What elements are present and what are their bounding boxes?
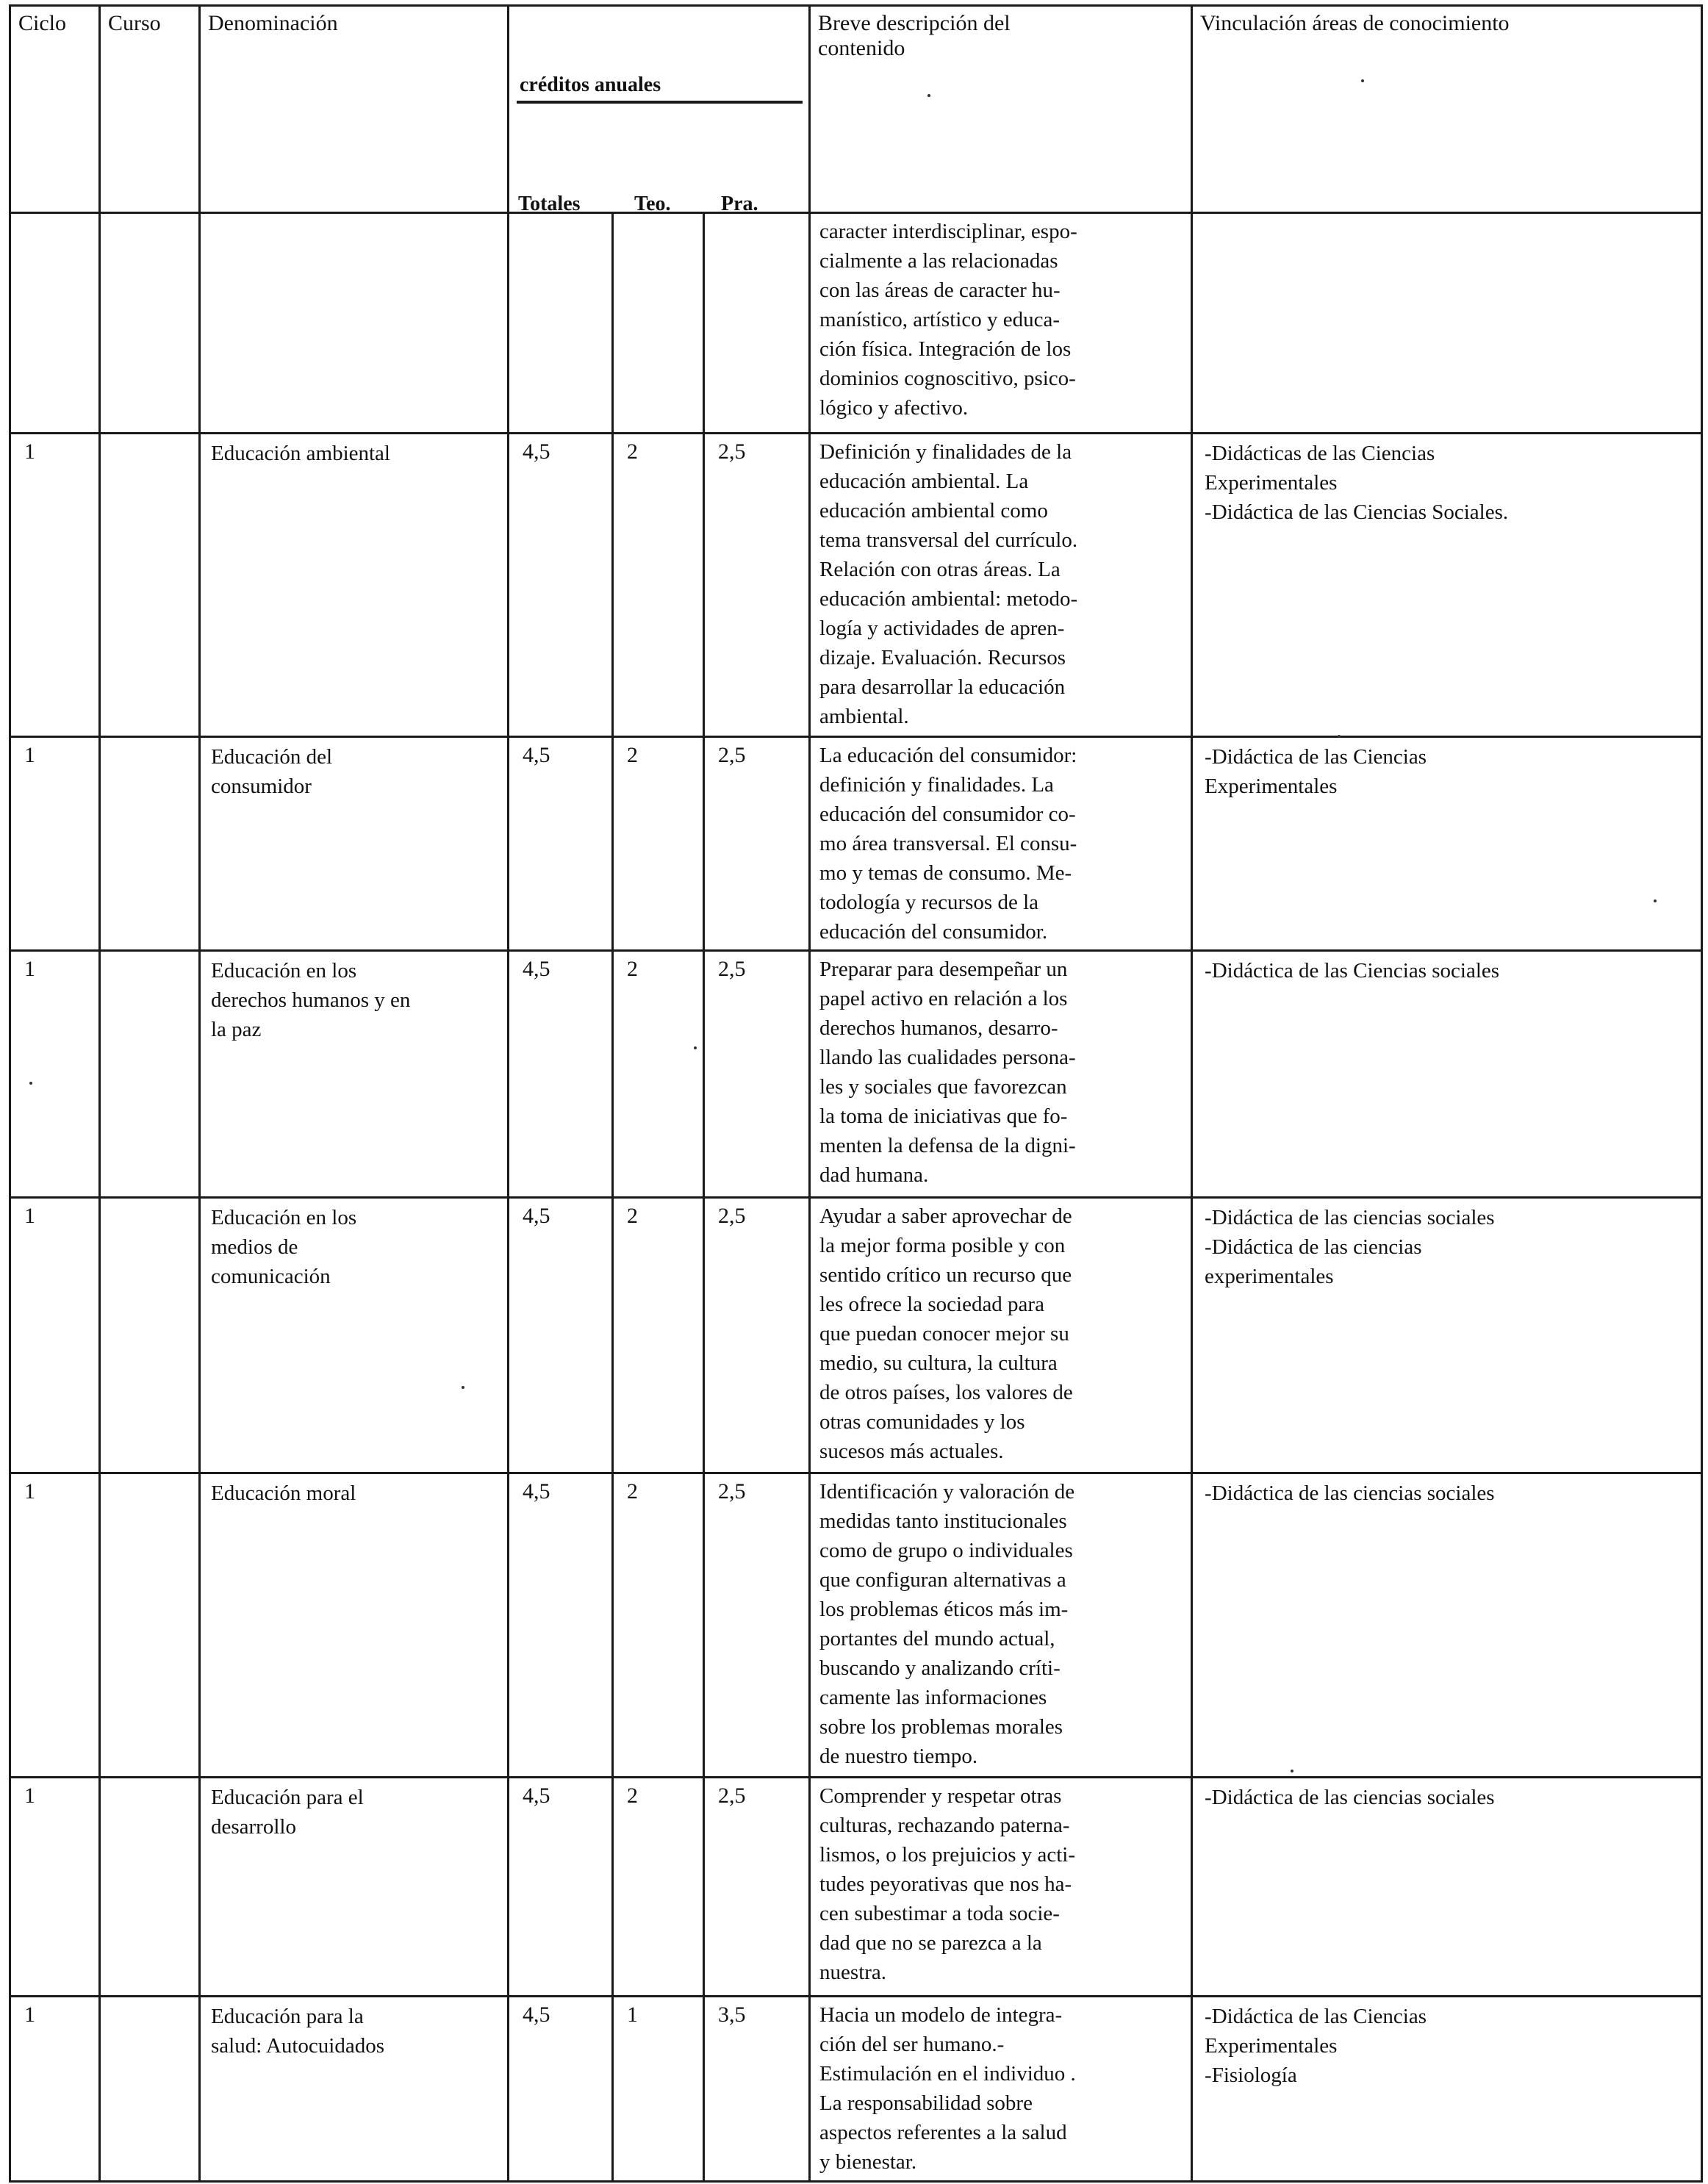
cell-ciclo: 1 xyxy=(10,1997,100,2182)
table-row xyxy=(10,434,1702,737)
table-row xyxy=(10,213,1702,434)
header-creditos-anuales: créditos anuales xyxy=(520,73,661,96)
cell-denominacion: Educación en los derechos humanos y en la paz xyxy=(200,951,509,1198)
cell-teo: 1 xyxy=(613,1997,704,2182)
cell-vinculacion: -Didáctica de las Ciencias sociales xyxy=(1192,951,1702,1198)
header-pra: Pra. xyxy=(721,193,758,215)
cell-descripcion: caracter interdisciplinar, espo- cialmente a las relacionadas con las áreas de caracter hu- manístico, artístico y educa- ción física. Integración de los dominios cognoscitivo, psico- lógico y afectivo. xyxy=(810,213,1192,434)
cell-pra: 2,5 xyxy=(704,951,810,1198)
cell-teo xyxy=(613,213,704,434)
cell-ciclo: 1 xyxy=(10,1778,100,1997)
scan-speck xyxy=(1654,899,1657,902)
cell-curso xyxy=(100,951,200,1198)
cell-pra: 2,5 xyxy=(704,1473,810,1778)
header-totales: Totales xyxy=(518,193,581,215)
cell-denominacion xyxy=(200,213,509,434)
cell-vinculacion: -Didácticas de las Ciencias Experimentales -Didáctica de las Ciencias Sociales. xyxy=(1192,434,1702,737)
cell-teo: 2 xyxy=(613,1473,704,1778)
cell-denominacion: Educación del consumidor xyxy=(200,737,509,951)
scan-speck xyxy=(1361,79,1364,82)
scan-speck xyxy=(462,1386,464,1389)
cell-descripcion: Ayudar a saber aprovechar de la mejor forma posible y con sentido crítico un recurso que les ofrece la sociedad para que puedan conocer mejor su medio, su cultura, la cultura de otros países, los valores de otras comunidades y los sucesos más actuales. xyxy=(810,1198,1192,1473)
cell-denominacion: Educación para el desarrollo xyxy=(200,1778,509,1997)
cell-denominacion: Educación ambiental xyxy=(200,434,509,737)
cell-teo: 2 xyxy=(613,737,704,951)
table-row xyxy=(10,951,1702,1198)
cell-curso xyxy=(100,1198,200,1473)
cell-curso xyxy=(100,1473,200,1778)
header-creditos-rule xyxy=(517,101,803,104)
scan-speck xyxy=(29,1082,32,1085)
cell-descripcion: Comprender y respetar otras culturas, rechazando paterna- lismos, o los prejuicios y acti- tudes peyorativas que nos ha- cen subestimar a toda socie- dad que no se parezca a la nuestra. xyxy=(810,1778,1192,1997)
cell-pra: 2,5 xyxy=(704,1198,810,1473)
cell-curso xyxy=(100,434,200,737)
table-row xyxy=(10,1997,1702,2182)
scan-speck xyxy=(927,94,930,97)
cell-curso xyxy=(100,737,200,951)
cell-pra: 2,5 xyxy=(704,737,810,951)
cell-ciclo: 1 xyxy=(10,1473,100,1778)
scan-speck xyxy=(694,1046,697,1049)
header-row xyxy=(10,6,1702,213)
cell-pra: 2,5 xyxy=(704,434,810,737)
cell-totales: 4,5 xyxy=(509,434,613,737)
cell-teo: 2 xyxy=(613,951,704,1198)
cell-curso xyxy=(100,213,200,434)
cell-ciclo: 1 xyxy=(10,1198,100,1473)
cell-teo: 2 xyxy=(613,1198,704,1473)
cell-denominacion: Educación para la salud: Autocuidados xyxy=(200,1997,509,2182)
cell-vinculacion: -Didáctica de las Ciencias Experimentales xyxy=(1192,737,1702,951)
scan-speck xyxy=(1291,1770,1293,1772)
cell-pra: 3,5 xyxy=(704,1997,810,2182)
table-row xyxy=(10,1778,1702,1997)
curriculum-table xyxy=(9,4,1703,2183)
cell-teo: 2 xyxy=(613,434,704,737)
cell-totales: 4,5 xyxy=(509,737,613,951)
cell-descripcion: La educación del consumidor: definición y finalidades. La educación del consumidor co- mo área transversal. El consu- mo y temas de consumo. Me- todología y recursos de la educación del consumidor. xyxy=(810,737,1192,951)
cell-totales: 4,5 xyxy=(509,1997,613,2182)
cell-vinculacion: -Didáctica de las ciencias sociales xyxy=(1192,1473,1702,1778)
cell-totales: 4,5 xyxy=(509,1198,613,1473)
scan-speck xyxy=(1338,735,1341,738)
table-row xyxy=(10,1198,1702,1473)
cell-curso xyxy=(100,1778,200,1997)
cell-totales: 4,5 xyxy=(509,951,613,1198)
cell-curso xyxy=(100,1997,200,2182)
header-creditos xyxy=(509,6,810,213)
cell-descripcion: Identificación y valoración de medidas tanto institucionales como de grupo o individuales que configuran alternativas a los problemas éticos más im- portantes del mundo actual, buscando y analizando críti- camente las informaciones sobre los problemas morales de nuestro tiempo. xyxy=(810,1473,1192,1778)
header-ciclo: Ciclo xyxy=(10,6,100,213)
cell-descripcion: Preparar para desempeñar un papel activo en relación a los derechos humanos, desarro- llando las cualidades persona- les y sociales que favorezcan la toma de iniciativas que fo- menten la defensa de la digni- dad humana. xyxy=(810,951,1192,1198)
cell-totales: 4,5 xyxy=(509,1778,613,1997)
cell-totales: 4,5 xyxy=(509,1473,613,1778)
cell-ciclo: 1 xyxy=(10,951,100,1198)
cell-vinculacion: -Didáctica de las Ciencias Experimentales -Fisiología xyxy=(1192,1997,1702,2182)
header-denominacion: Denominación xyxy=(200,6,509,213)
cell-teo: 2 xyxy=(613,1778,704,1997)
cell-totales xyxy=(509,213,613,434)
cell-denominacion: Educación en los medios de comunicación xyxy=(200,1198,509,1473)
header-descripcion: Breve descripción del contenido xyxy=(810,6,1192,213)
table-row xyxy=(10,737,1702,951)
cell-ciclo: 1 xyxy=(10,737,100,951)
cell-descripcion: Definición y finalidades de la educación ambiental. La educación ambiental como tema transversal del currículo. Relación con otras áreas. La educación ambiental: metodo- logía y actividades de apren- dizaje. Evaluación. Recursos para desarrollar la educación ambiental. xyxy=(810,434,1192,737)
table-row xyxy=(10,1473,1702,1778)
cell-descripcion: Hacia un modelo de integra- ción del ser humano.- Estimulación en el individuo . La responsabilidad sobre aspectos referentes a la salud y bienestar. xyxy=(810,1997,1192,2182)
header-teo: Teo. xyxy=(634,193,671,215)
cell-ciclo: 1 xyxy=(10,434,100,737)
cell-vinculacion: -Didáctica de las ciencias sociales xyxy=(1192,1778,1702,1997)
cell-vinculacion xyxy=(1192,213,1702,434)
header-vinculacion: Vinculación áreas de conocimiento xyxy=(1192,6,1702,213)
cell-vinculacion: -Didáctica de las ciencias sociales -Didáctica de las ciencias experimentales xyxy=(1192,1198,1702,1473)
cell-denominacion: Educación moral xyxy=(200,1473,509,1778)
header-curso: Curso xyxy=(100,6,200,213)
cell-pra xyxy=(704,213,810,434)
cell-ciclo xyxy=(10,213,100,434)
cell-pra: 2,5 xyxy=(704,1778,810,1997)
